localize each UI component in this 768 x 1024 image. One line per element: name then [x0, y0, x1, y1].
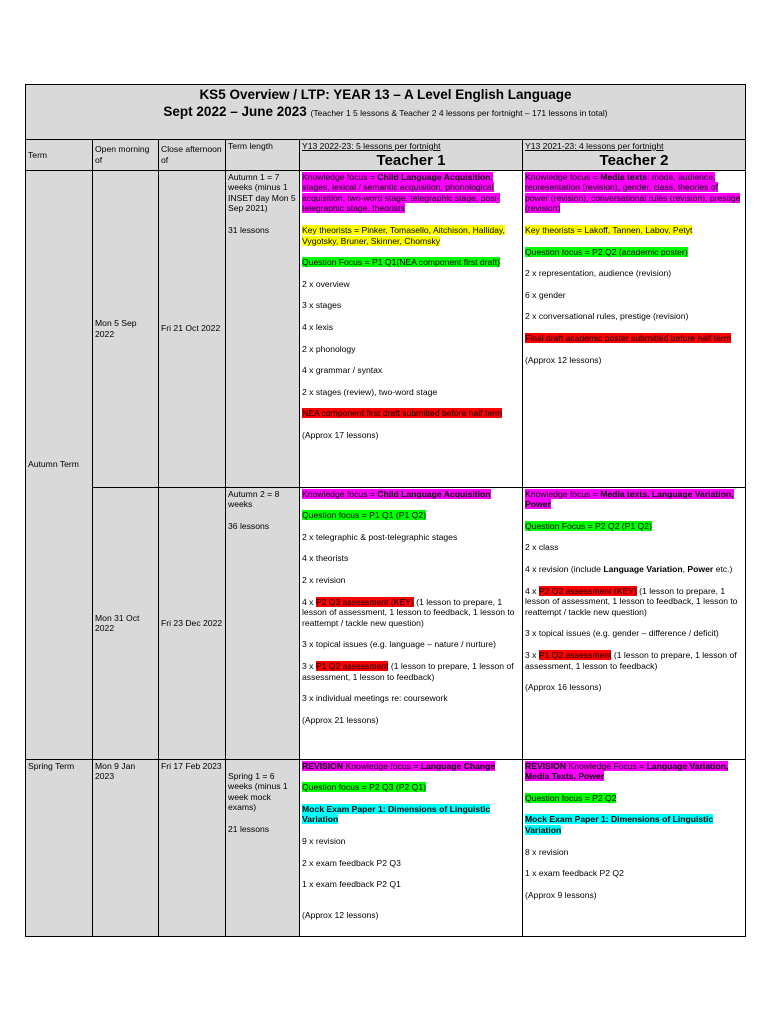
a1-length-cell — [226, 170, 300, 487]
kf-topic: Child Language Acquisition — [377, 171, 491, 182]
a2-t1-approx: (Approx 21 lessons) — [302, 714, 379, 725]
a2-length: Autumn 2 = 8 weeks — [228, 488, 280, 510]
list-item: 2 x conversational rules, prestige (revision) — [525, 311, 689, 322]
kf-topic: Media texts — [600, 171, 648, 182]
s1-t2-approx: (Approx 9 lessons) — [525, 889, 597, 900]
subtitle-dates: Sept 2022 – June 2023 — [163, 104, 307, 119]
row-spring-1 — [26, 759, 746, 936]
list-item: 9 x revision — [302, 835, 346, 846]
s1-t1-question-focus: Question focus = P2 Q3 (P2 Q1) — [302, 782, 426, 793]
header-length: Term length — [226, 140, 300, 171]
a2-t2-assessment — [525, 586, 743, 618]
list-item: 2 x representation, audience (revision) — [525, 268, 672, 279]
kf-label: Knowledge focus = — [525, 171, 601, 182]
kf-label: Knowledge Focus = — [566, 760, 647, 771]
s1-teacher-1 — [300, 759, 523, 936]
count: 3 x — [525, 649, 539, 660]
a2-t2-knowledge-focus — [525, 489, 734, 510]
a2-t1-question-focus: Question focus = P1 Q1 (P1 Q2) — [302, 510, 426, 521]
a1-t1-knowledge-focus — [302, 172, 500, 214]
assessment-detail: (1 lesson to prepare, 1 lesson of assessment, 1 lesson to feedback) — [525, 649, 737, 671]
a2-t2-approx: (Approx 16 lessons) — [525, 682, 602, 693]
assessment-detail: (1 lesson to prepare, 1 lesson of assessment, 1 lesson to feedback, 1 lesson to reattempt / tackle new question) — [302, 596, 515, 628]
list-item: 2 x revision — [302, 574, 346, 585]
assessment-detail: (1 lesson to prepare, 1 lesson of assessment, 1 lesson to feedback, 1 lesson to reattempt / tackle new question) — [525, 585, 738, 617]
revision-text: 4 x revision (include — [525, 563, 604, 574]
assessment-highlight: P2 Q2 assessment (KEY) — [538, 585, 637, 596]
list-item: 2 x phonology — [302, 343, 356, 354]
a2-t1-assessment — [302, 597, 520, 629]
s1-open: Mon 9 Jan 2023 — [93, 759, 159, 936]
list-item: 4 x lexis — [302, 321, 334, 332]
assessment-highlight: P1 Q2 assessment — [315, 660, 389, 671]
spring-term-cell — [26, 759, 93, 936]
list-item: 3 x topical issues (e.g. gender – difference / deficit) — [525, 628, 719, 639]
a1-teacher-2 — [523, 170, 746, 487]
list-item: 4 x grammar / syntax — [302, 365, 383, 376]
row-autumn-2 — [26, 487, 746, 759]
row-autumn-1 — [26, 170, 746, 487]
a1-t2-knowledge-focus — [525, 172, 740, 214]
kf-topic: Language Change — [420, 760, 496, 771]
count: 4 x — [302, 596, 316, 607]
a2-length-cell — [226, 487, 300, 759]
list-item: 3 x stages — [302, 300, 342, 311]
revision-sep: , — [682, 563, 688, 574]
autumn-term-label: Autumn Term — [28, 459, 79, 470]
kf-topic: Child Language Acquisition — [377, 488, 491, 499]
list-item: 3 x individual meetings re: coursework — [302, 693, 448, 704]
kf-label: Knowledge focus = — [525, 488, 601, 499]
a2-teacher-1 — [300, 487, 523, 759]
kf-detail: : mode, audience, representation (revision), gender, class, theories of power (revision), conversational rules (revision), prestige (revision) — [525, 171, 741, 214]
a1-t1-deadline: NEA component first draft submitted before half term — [302, 408, 503, 419]
s1-close: Fri 17 Feb 2023 — [159, 759, 226, 936]
a1-t2-deadline: Final draft academic poster submitted before half term — [525, 332, 731, 343]
list-item: 1 x exam feedback P2 Q2 — [525, 868, 624, 879]
teacher-1-name: Teacher 1 — [376, 151, 446, 169]
title-row — [26, 85, 746, 140]
s1-teacher-2 — [523, 759, 746, 936]
s1-t1-mock-exam: Mock Exam Paper 1: Dimensions of Linguistic Variation — [302, 803, 491, 825]
overview-table — [25, 84, 746, 937]
autumn-term-cell — [26, 170, 93, 759]
kf-label: Knowledge focus = — [302, 488, 378, 499]
revision-topic: Power — [687, 563, 714, 574]
spring-term-label: Spring Term — [28, 760, 75, 771]
a1-t1-question-focus: Question Focus = P1 Q1(NEA component first draft) — [302, 257, 500, 268]
header-teacher-1 — [300, 140, 523, 171]
list-item: 2 x stages (review), two-word stage — [302, 386, 438, 397]
count: 4 x — [525, 585, 539, 596]
a1-t1-theorists: Key theorists = Pinker, Tomasello, Aitchison, Halliday, Vygotsky, Bruner, Skinner, Chomsky — [302, 224, 505, 246]
title-cell — [26, 85, 746, 140]
revision-tag: REVISION — [525, 760, 567, 771]
kf-detail: : stages, lexical / semantic acquisition, phonological acquisition, two-word stage, telegraphic stage, post-telegraphic stage, theorists — [302, 171, 500, 214]
s1-t2-knowledge-focus — [525, 761, 728, 782]
header-row — [26, 140, 746, 171]
a1-t2-theorists: Key theorists = Lakoff, Tannen, Labov, Petyt — [525, 224, 693, 235]
teacher-2-name: Teacher 2 — [599, 151, 669, 169]
a1-t2-question-focus: Question focus = P2 Q2 (academic poster) — [525, 246, 688, 257]
s1-t1-knowledge-focus — [302, 761, 495, 771]
s1-t2-mock-exam: Mock Exam Paper 1: Dimensions of Linguistic Variation — [525, 814, 714, 835]
revision-text: etc.) — [713, 563, 733, 574]
header-open: Open morning of — [93, 140, 159, 171]
overview-document — [25, 84, 745, 937]
s1-lessons: 21 lessons — [228, 823, 270, 834]
s1-length: Spring 1 = 6 weeks (minus 1 week mock exams) — [228, 770, 288, 813]
list-item: 6 x gender — [525, 289, 566, 300]
assessment-highlight: P1 Q2 assessment — [538, 649, 612, 660]
a2-close: Fri 23 Dec 2022 — [159, 487, 226, 759]
revision-topic: Language Variation — [603, 563, 683, 574]
a2-t1-assessment-2 — [302, 661, 520, 682]
kf-label: Knowledge focus = — [302, 171, 378, 182]
list-item: 2 x overview — [302, 278, 350, 289]
subtitle-note: (Teacher 1 5 lessons & Teacher 2 4 lessons per fortnight – 171 lessons in total) — [310, 108, 608, 118]
assessment-highlight: P2 Q3 assessment (KEY) — [315, 596, 414, 607]
a2-t1-knowledge-focus — [302, 489, 491, 499]
list-item: 2 x telegraphic & post-telegraphic stages — [302, 531, 458, 542]
a2-t2-question-focus: Question Focus = P2 Q2 (P1 Q2) — [525, 520, 652, 531]
list-item: 2 x class — [525, 542, 559, 553]
header-teacher-2 — [523, 140, 746, 171]
header-close: Close afternoon of — [159, 140, 226, 171]
a1-length: Autumn 1 = 7 weeks (minus 1 INSET day Mon 5 Sep 2021) — [228, 171, 296, 214]
teacher-1-caption: Y13 2022-23: 5 lessons per fortnight — [302, 141, 441, 151]
list-item: 4 x theorists — [302, 553, 349, 564]
a2-t2-revision — [525, 564, 743, 575]
s1-t1-approx: (Approx 12 lessons) — [302, 909, 379, 920]
page-subtitle — [28, 103, 743, 122]
a2-teacher-2 — [523, 487, 746, 759]
a2-open: Mon 31 Oct 2022 — [93, 487, 159, 759]
revision-tag: REVISION — [302, 760, 344, 771]
assessment-detail: (1 lesson to prepare, 1 lesson of assessment, 1 lesson to feedback) — [302, 660, 514, 682]
list-item: 3 x topical issues (e.g. language – nature / nurture) — [302, 639, 496, 650]
list-item: 8 x revision — [525, 846, 569, 857]
a1-open: Mon 5 Sep 2022 — [93, 170, 159, 487]
a1-lessons: 31 lessons — [228, 224, 270, 235]
kf-label: Knowledge focus = — [343, 760, 421, 771]
kf-topic: Media texts, Language Variation, Power — [525, 488, 734, 510]
a2-t2-assessment-2 — [525, 650, 743, 671]
a1-t2-approx: (Approx 12 lessons) — [525, 354, 602, 365]
teacher-2-caption: Y13 2021-23: 4 lessons per fortnight — [525, 141, 664, 151]
list-item: 2 x exam feedback P2 Q3 — [302, 857, 401, 868]
a1-t1-approx: (Approx 17 lessons) — [302, 429, 379, 440]
a2-lessons: 36 lessons — [228, 520, 270, 531]
count: 3 x — [302, 660, 316, 671]
kf-topic: Language Variation, Media Texts, Power — [525, 760, 729, 782]
s1-t2-question-focus: Question focus = P2 Q2 — [525, 792, 617, 803]
a1-close: Fri 21 Oct 2022 — [159, 170, 226, 487]
list-item: 1 x exam feedback P2 Q1 — [302, 879, 401, 890]
page-title: KS5 Overview / LTP: YEAR 13 – A Level English Language — [199, 87, 572, 102]
a1-teacher-1 — [300, 170, 523, 487]
s1-length-cell — [226, 759, 300, 936]
header-term: Term — [26, 140, 93, 171]
